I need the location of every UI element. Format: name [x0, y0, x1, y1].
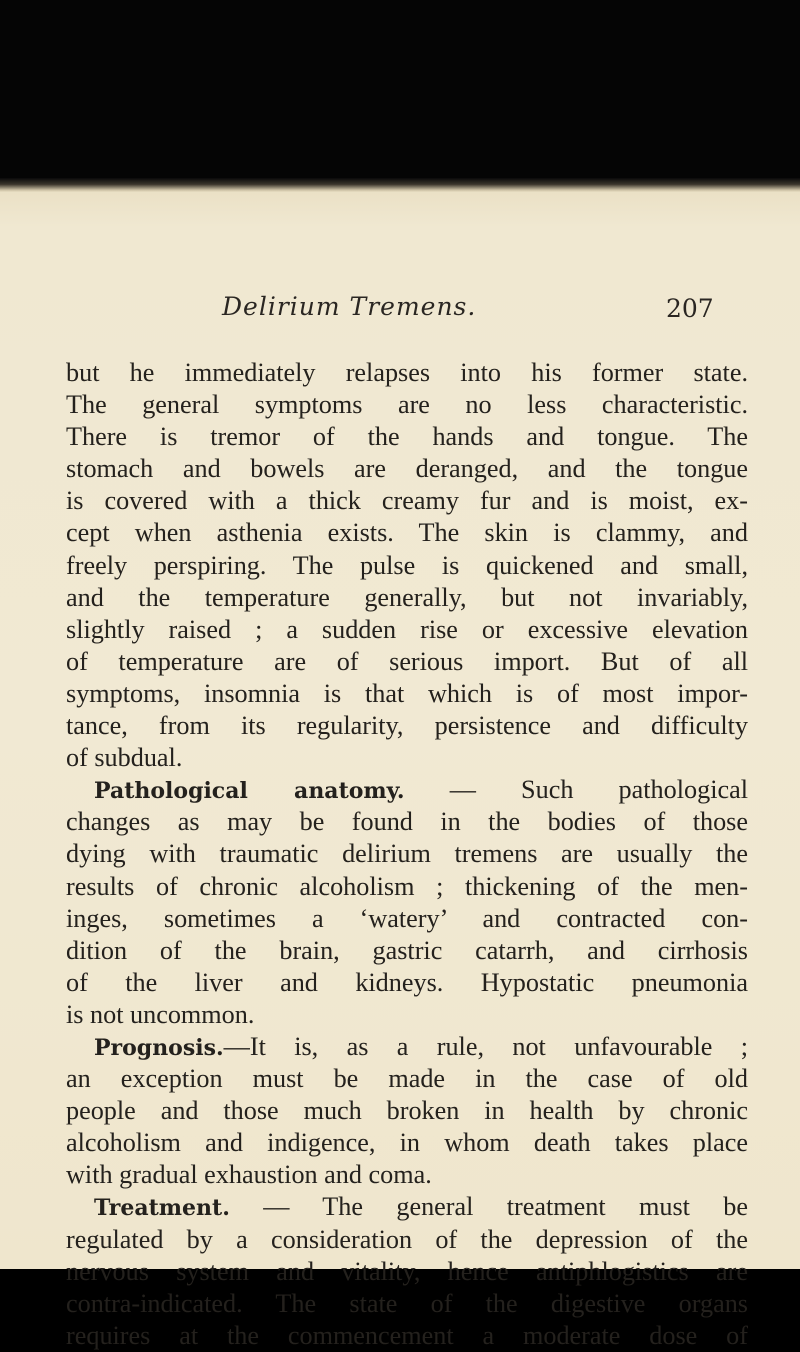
text-line: stomach and bowels are deranged, and the tongue — [66, 454, 748, 484]
text-line: nervous system and vitality, hence antiphlogistics are — [66, 1256, 748, 1286]
text-line: changes as may be found in the bodies of those — [66, 807, 748, 837]
paragraph-first-line — [66, 1031, 748, 1063]
paper-top-edge — [0, 178, 800, 192]
text-line: symptoms, insomnia is that which is of most impor- — [66, 678, 748, 708]
paragraph-first-line — [66, 1191, 748, 1223]
text-line: slightly raised ; a sudden rise or excessive elevation — [66, 614, 748, 644]
text-run: — The general treatment must be — [229, 1192, 748, 1222]
text-run: — Such pathological — [404, 775, 749, 805]
text-line: The general symptoms are no less characteristic. — [66, 390, 748, 420]
text-line: and the temperature generally, but not invariably, — [66, 582, 748, 612]
text-line: but he immediately relapses into his former state. — [66, 358, 748, 387]
body-text — [66, 357, 748, 1352]
text-line: with gradual exhaustion and coma. — [66, 1160, 432, 1190]
text-line: There is tremor of the hands and tongue. The — [66, 422, 748, 452]
text-line: cept when asthenia exists. The skin is clammy, and — [66, 518, 748, 548]
text-line: inges, sometimes a ‘watery’ and contracted con- — [66, 903, 748, 933]
section-heading-pathological-anatomy: Pathological anatomy. — [94, 778, 405, 805]
text-line: alcoholism and indigence, in whom death takes place — [66, 1128, 748, 1158]
text-line: is covered with a thick creamy fur and is moist, ex- — [66, 486, 748, 516]
running-head: Delirium Tremens. — [222, 292, 477, 321]
text-line: of subdual. — [66, 743, 183, 773]
text-line: an exception must be made in the case of old — [66, 1064, 748, 1094]
text-line: results of chronic alcoholism ; thickening of the men- — [66, 871, 748, 901]
text-run: —It is, as a rule, not unfavourable ; — [223, 1031, 748, 1061]
section-heading-prognosis: Prognosis. — [94, 1034, 224, 1061]
text-line: contra-indicated. The state of the digestive organs — [66, 1288, 748, 1318]
text-line: dying with traumatic delirium tremens are usually the — [66, 839, 748, 869]
scan-background — [0, 0, 800, 188]
text-line: freely perspiring. The pulse is quickened and small, — [66, 550, 748, 580]
text-line: is not uncommon. — [66, 999, 255, 1029]
text-line: of the liver and kidneys. Hypostatic pneumonia — [66, 967, 748, 997]
paragraph-first-line — [66, 774, 748, 806]
text-line: regulated by a consideration of the depression of the — [66, 1224, 748, 1254]
text-line: people and those much broken in health by chronic — [66, 1096, 748, 1126]
page-number: 207 — [666, 294, 714, 323]
text-line: tance, from its regularity, persistence and difficulty — [66, 711, 748, 741]
text-line: of temperature are of serious import. But of all — [66, 646, 748, 676]
text-line: dition of the brain, gastric catarrh, and cirrhosis — [66, 935, 748, 965]
text-line: requires at the commencement a moderate dose of — [66, 1320, 748, 1350]
section-heading-treatment: Treatment. — [94, 1195, 230, 1222]
